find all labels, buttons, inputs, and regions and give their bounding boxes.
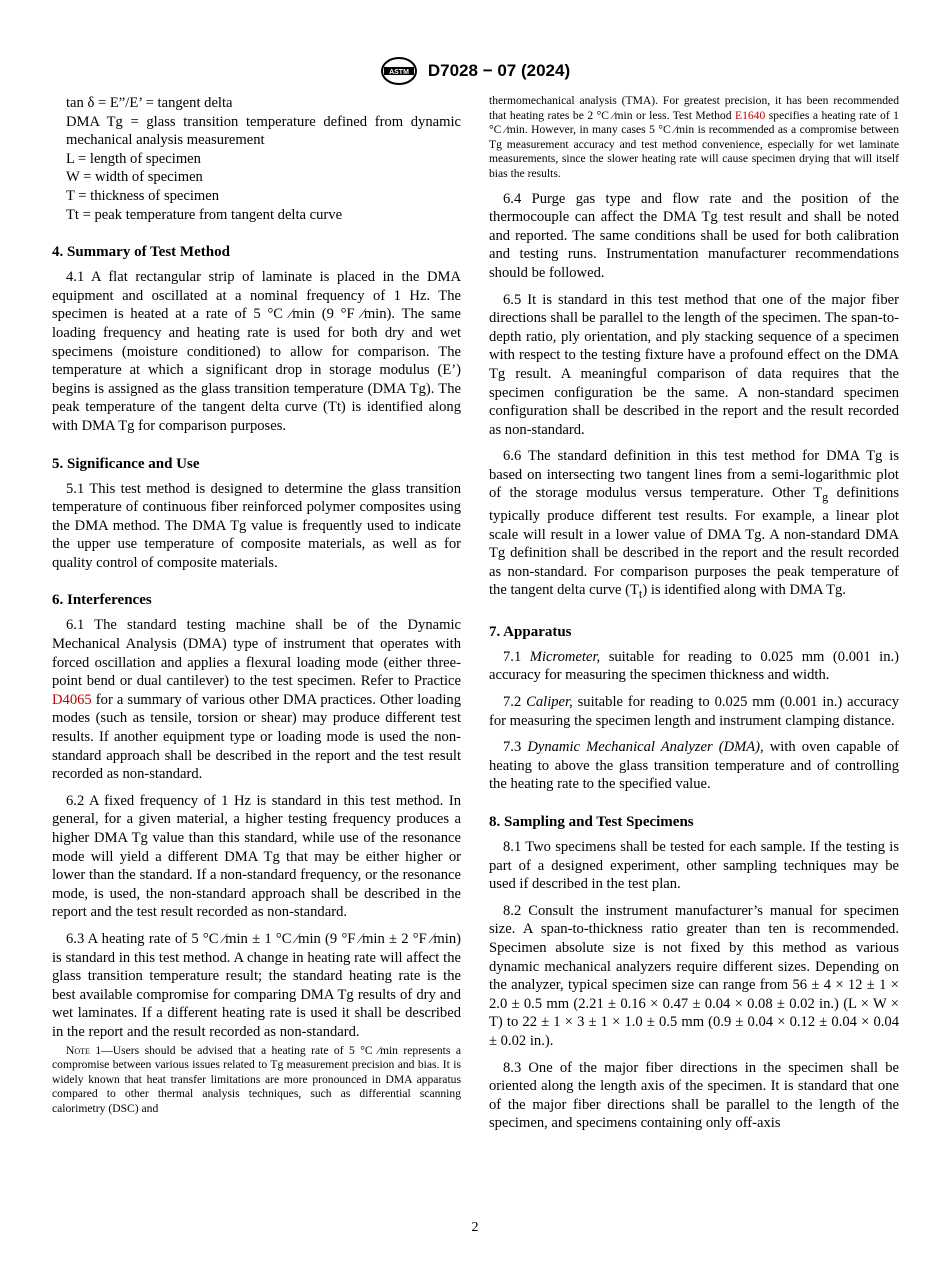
designation: D7028 − 07 (2024)	[427, 61, 571, 80]
para-6-6: 6.6 The standard definition in this test method for DMA Tg is based on intersecting two tangent lines from a semi-logarithmic plot of the storage modulus versus temperature. Other $T_g$ definitions typically produce different test results. For example, a linear plot scale will result in a lower value of DMA Tg. A non-standard DMA Tg definition shall be described in the report and the result recorded as non-standard. For comparison purposes the peak temperature of the tangent delta curve $(T_t)$ is identified along with DMA Tg.	[489, 448, 899, 602]
section-5-title: 5. Significance and Use	[52, 455, 200, 472]
para-6-2: 6.2 A fixed frequency of 1 Hz is standard in this test method. In general, for a given material, a higher testing frequency produces a higher DMA Tg value than this standard, while use of the resonance mode will yield a different DMA Tg that may be either higher or lower than the standard. If a non-standard frequency, or the resonance mode, is used, the non-standard approach shall be described in the report and the test result recorded as non-standard.	[52, 792, 461, 921]
def-tan-delta: tan δ = E”/E’ = tangent delta	[66, 95, 233, 111]
def-thickness: T = thickness of specimen	[66, 187, 220, 204]
para-7-2: 7.2 Caliper, suitable for reading to 0.025 mm (0.001 in.) accuracy for measuring the specimen length and instrument clamping distance.	[489, 694, 899, 729]
para-6-3: 6.3 A heating rate of 5 °C ⁄min ± 1 °C ⁄min (9 °F ⁄min ± 2 °F ⁄min) is standard in this test method. A change in heating rate will affect the glass transition temperature result; the standard heating rate is the best available compromise for comparing DMA Tg results of dry and wet laminates. If a different heating rate is used it shall be described in the report and the result recorded as non-standard.	[52, 930, 461, 1040]
note-1-continued: thermomechanical analysis (TMA). For greatest precision, it has been recommended that heating rates be 2 °C ⁄min or less. Test Method E1640 specifies a heating rate of 1 °C ⁄min. However, in many cases 5 °C ⁄min is recommended as a compromise between Tg measurement accuracy and test method convenience, especially for wet laminate measurements, since the slower heating rate will cause specimen drying that will itself bias the results.	[489, 94, 899, 180]
para-7-3: 7.3 Dynamic Mechanical Analyzer (DMA), with oven capable of heating to above the glass transition temperature and of controlling the heating rate to the specified value.	[489, 739, 899, 793]
link-d4065[interactable]: D4065	[52, 691, 92, 708]
para-6-1: 6.1 The standard testing machine shall be of the Dynamic Mechanical Analysis (DMA) type of instrument that operates with forced oscillation and applies a flexural loading mode (either three-point bend or dual cantilever) to the test specimen. Refer to Practice D4065 for a summary of various other DMA practices. Other loading modes (such as tensile, torsion or shear) may produce different test results. If another equipment type or loading mode is used the non-standard approach shall be described in the report and the test result recorded as non-standard.	[52, 617, 461, 783]
def-width: W = width of specimen	[66, 169, 203, 186]
para-5-1: 5.1 This test method is designed to determine the glass transition temperature of continuous fiber reinforced polymer composites using the DMA method. The DMA Tg value is frequently used to indicate the upper use temperature of composite materials, as well as for quality control of composite materials.	[52, 480, 461, 571]
para-4-1: 4.1 A flat rectangular strip of laminate is placed in the DMA equipment and oscillated at a nominal frequency of 1 Hz. The specimen is heated at a rate of 5 °C ⁄min (9 °F ⁄min). The same loading frequency and heating rate is used for both dry and wet specimens (moisture conditioned) to allow for comparison. The temperature at which a significant drop in storage modulus (E’) begins is assigned as the glass transition temperature (DMA Tg). The peak temperature of the tangent delta curve (Tt) is identified along with DMA Tg for comparison purposes.	[52, 269, 461, 434]
para-6-4: 6.4 Purge gas type and flow rate and the position of the thermocouple can affect the DMA Tg test result and shall be noted and reported. The same conditions shall be used for both calibration and testing runs. Instrumentation manufacturer recommendations should be followed.	[489, 190, 899, 281]
para-6-5: 6.5 It is standard in this test method that one of the major fiber directions shall be parallel to the length of the specimen. The span-to-depth ratio, ply orientation, and ply stacking sequence of a specimen with respect to the testing fixture have a profound effect on the DMA Tg result. A meaningful comparison of data requires that the specimen configuration be the same. A non-standard specimen configuration shall be described in the report and the result recorded as non-standard.	[489, 291, 899, 438]
section-7-title: 7. Apparatus	[489, 623, 572, 640]
para-8-2: 8.2 Consult the instrument manufacturer’s manual for specimen size. A span-to-thickness ratio greater than ten is recommended. Specimen absolute size is not fixed by this method as various dynamic mechanical analyzers require different sizes. Depending on the analyzer, typical specimen size can range from 56 ± 4 × 12 ± 1 × 2.0 ± 0.5 mm (2.21 ± 0.16 × 0.47 ± 0.04 × 0.08 ± 0.02 in.) (L × W × T) to 22 ± 1 × 3 ± 1 × 1.0 ± 0.5 mm (0.9 ± 0.04 × 0.12 ± 0.04 × 0.04 ± 0.02 in.).	[489, 902, 899, 1049]
right-column	[489, 94, 899, 1133]
page-header	[0, 56, 950, 86]
para-8-3: 8.3 One of the major fiber directions in the specimen shall be oriented along the length axis of the specimen. It is standard that one of the major fiber directions shall be parallel to the length of the specimen, and specimens containing only off-axis	[489, 1059, 899, 1132]
section-6-title: 6. Interferences	[52, 592, 152, 609]
def-peak-temp: Tt = peak temperature from tangent delta curve	[66, 206, 343, 223]
astm-logo-icon	[380, 56, 418, 86]
section-4-title: 4. Summary of Test Method	[52, 244, 230, 261]
page-number: 2	[471, 1220, 479, 1235]
def-length: L = length of specimen	[66, 150, 201, 167]
def-dma-tg: DMA Tg = glass transition temperature defined from dynamic mechanical analysis measurement	[66, 113, 461, 149]
section-8-title: 8. Sampling and Test Specimens	[489, 814, 694, 830]
left-column	[52, 94, 461, 1117]
svg-text:ASTM: ASTM	[388, 69, 409, 76]
para-7-1: 7.1 Micrometer, suitable for reading to 0.025 mm (0.001 in.) accuracy for measuring the specimen thickness and width.	[489, 648, 900, 684]
note-1: Note 1—Users should be advised that a heating rate of 5 °C ⁄min represents a compromise between various issues related to Tg measurement precision and bias. It is widely known that heat transfer limitations are more pronounced in DMA apparatus compared to other thermal analysis techniques, such as differential scanning calorimetry (DSC) and	[52, 1043, 461, 1115]
para-8-1: 8.1 Two specimens shall be tested for each sample. If the testing is part of a designed experiment, other sampling techniques may be used if described in the test plan.	[489, 839, 899, 893]
link-e1640[interactable]: E1640	[735, 108, 766, 122]
